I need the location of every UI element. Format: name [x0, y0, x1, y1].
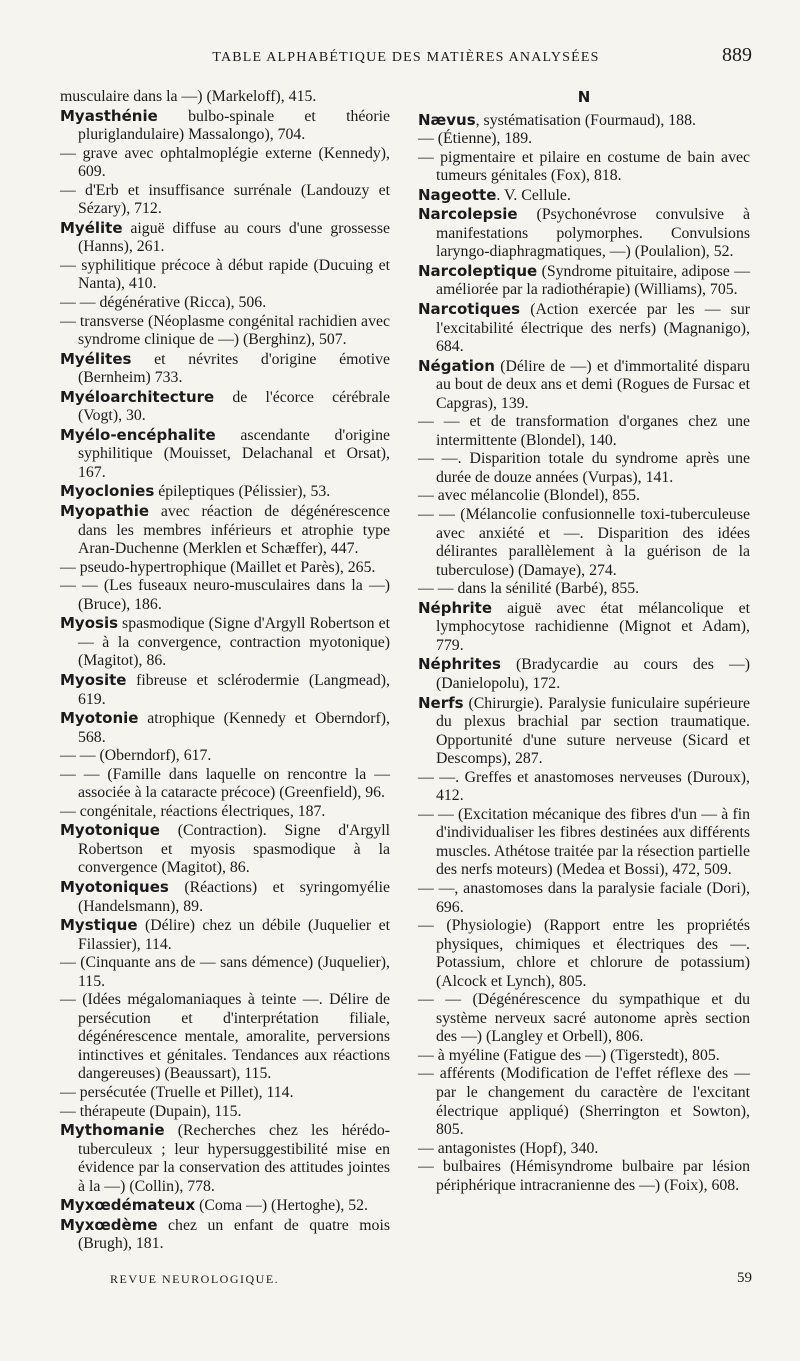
entry-text: et névrites d'origine émotive (Bernheim) 733.: [78, 350, 390, 387]
index-entry: [418, 111, 750, 131]
index-entry: [60, 257, 390, 294]
index-entry: [60, 878, 390, 916]
entry-text: — thérapeute (Dupain), 115.: [60, 1102, 242, 1120]
entry-headword: Myosis: [60, 614, 119, 633]
index-entry: [60, 559, 390, 578]
index-entry: [418, 1140, 750, 1159]
entry-text: . V. Cellule.: [496, 186, 571, 204]
index-entry: [418, 694, 750, 769]
entry-text: bulbo-spinale et théorie pluriglandulaire) Massalongo), 704.: [78, 107, 390, 144]
index-entry: [60, 614, 390, 671]
index-entry: [418, 487, 750, 506]
entry-text: — d'Erb et insuffisance surrénale (Landouzy et Sézary), 712.: [60, 181, 390, 218]
entry-text: épileptiques (Pélissier), 53.: [154, 483, 331, 501]
entry-text: musculaire dans la —) (Markeloff), 415.: [60, 88, 317, 105]
entry-text: — — (Mélancolie confusionnelle toxi-tuberculeuse avec anxiété et —. Disparition des idées délirantes parallèlement à la guérison de la tuberculose) (Damaye), 274.: [418, 506, 750, 579]
entry-text: (Action exercée par les — sur l'excitabilité électrique des nerfs) (Magnanigo), 684.: [436, 301, 750, 356]
index-entry: [418, 806, 750, 880]
entry-text: — (Cinquante ans de — sans démence) (Juquelier), 115.: [60, 954, 390, 990]
index-entry: [60, 954, 390, 991]
index-entry: [418, 149, 750, 186]
entry-headword: Myéloarchitecture: [60, 387, 215, 406]
entry-text: avec réaction de dégénérescence dans les membres inférieurs et atrophie type Aran-Duchenne (Merklen et Schæffer), 447.: [78, 503, 390, 558]
index-entry: [60, 219, 390, 257]
entry-text: — — (Les fuseaux neuro-musculaires dans la —) (Bruce), 186.: [60, 577, 390, 613]
entry-text: — (Étienne), 189.: [418, 130, 533, 148]
entry-text: — grave avec ophtalmoplégie externe (Kennedy), 609.: [60, 144, 390, 181]
entry-text: — —. Greffes et anastomoses nerveuses (Duroux), 412.: [418, 768, 750, 805]
index-entry: [60, 502, 390, 559]
index-entry: [60, 821, 390, 878]
index-entry: [60, 145, 390, 182]
entry-text: — persécutée (Truelle et Pillet), 114.: [60, 1083, 294, 1101]
left-column: [60, 88, 390, 1254]
index-entry: [418, 880, 750, 917]
entry-text: , systématisation (Fourmaud), 188.: [475, 111, 696, 129]
index-entry: [60, 1196, 390, 1216]
index-entry: [418, 205, 750, 262]
entry-text: — bulbaires (Hémisyndrome bulbaire par lésion périphérique intracranienne des —) (Foix), 608.: [418, 1158, 750, 1194]
entry-text: — pigmentaire et pilaire en costume de bain avec tumeurs génitales (Fox), 818.: [418, 148, 750, 185]
index-entry: [418, 262, 750, 300]
entry-headword: Mystique: [60, 916, 138, 935]
entry-text: — (Idées mégalomaniaques à teinte —. Délire de persécution et d'interprétation filiale, dégénérescence mentale, amoralite, perversions intinctives et génitales. Tendances aux réactions dangereuses) (Beaussart), 115.: [60, 991, 390, 1083]
entry-text: chez un enfant de quatre mois (Brugh), 181.: [78, 1216, 390, 1253]
index-entry: [60, 107, 390, 145]
index-entry: [418, 769, 750, 806]
page-number: 889: [722, 44, 752, 66]
index-entry: [60, 426, 390, 483]
section-letter: N: [577, 88, 591, 106]
index-entry: [60, 577, 390, 614]
entry-text: — avec mélancolie (Blondel), 855.: [418, 487, 640, 505]
index-entry: [60, 766, 390, 803]
entry-headword: Myotonie: [60, 709, 139, 728]
entry-headword: Néphrite: [418, 598, 493, 617]
entry-text: (Coma —) (Hertoghe), 52.: [195, 1197, 368, 1215]
entry-text: (Réactions) et syringomyélie (Handelsmann), 89.: [78, 878, 390, 915]
entry-text: atrophique (Kennedy et Oberndorf), 568.: [78, 710, 390, 746]
index-entry: [418, 580, 750, 599]
entry-text: — congénitale, réactions électriques, 187.: [60, 802, 326, 820]
index-entry: [418, 991, 750, 1047]
journal-name: REVUE NEUROLOGIQUE.: [110, 1272, 280, 1286]
entry-text: aiguë diffuse au cours d'une grossesse (Hanns), 261.: [78, 219, 390, 256]
index-entry: [418, 450, 750, 487]
right-column: [418, 88, 750, 1195]
entry-headword: Myxœdémateux: [60, 1196, 196, 1215]
index-entry: [418, 1065, 750, 1139]
entry-headword: Myélo-encéphalite: [60, 425, 216, 444]
entry-text: (Syndrome pituitaire, adipose — améliorée par la radiothérapie) (Williams), 705.: [436, 262, 750, 299]
index-entry: [418, 300, 750, 357]
index-entry: [60, 482, 390, 502]
entry-headword: Mythomanie: [60, 1121, 165, 1140]
entry-text: — — (Dégénérescence du sympathique et du système nerveux sacré autonome après section des —) (Langley et Orbell), 806.: [418, 991, 750, 1046]
entry-text: (Recherches chez les hérédo-tuberculeux ; leur hypersuggestibilité mise en évidence par la conservation des attitudes jointes à la —) (Collin), 778.: [78, 1122, 390, 1195]
index-entry: [60, 747, 390, 766]
entry-text: — — (Oberndorf), 617.: [60, 747, 212, 765]
index-entry: [418, 599, 750, 656]
index-entry: [418, 655, 750, 693]
entry-text: de l'écorce cérébrale (Vogt), 30.: [78, 388, 390, 425]
entry-text: — — (Famille dans laquelle on rencontre la — associée à la cataracte précoce) (Greenfield), 96.: [60, 765, 390, 802]
entry-text: (Contraction). Signe d'Argyll Robertson et myosis spasmodique à la convergence (Magitot), 86.: [78, 822, 390, 877]
entry-text: ascendante d'origine syphilitique (Mouisset, Delachanal et Orsat), 167.: [78, 426, 390, 481]
index-entry: [60, 88, 390, 107]
entry-text: — — (Excitation mécanique des fibres d'un — à fin d'individualiser les fibres destinées aux différents muscles. Athétose traitée par la résection partielle des nerfs moteurs) (Medea et Bossi), 472, 509.: [418, 805, 750, 879]
index-entry: [418, 130, 750, 149]
entry-text: (Délire) chez un débile (Juquelier et Filassier), 114.: [78, 917, 390, 953]
entry-text: — (Physiologie) (Rapport entre les propriétés physiques, chimiques et électriques des —. Potassium, chlore et chlorure de potassium) (Alcock et Lynch), 805.: [418, 917, 750, 990]
entry-text: aiguë avec état mélancolique et lymphocytose rachidienne (Mignot et Adam), 779.: [436, 599, 750, 654]
index-entry: [418, 1158, 750, 1195]
entry-headword: Narcolepsie: [418, 205, 518, 224]
entry-headword: Myopathie: [60, 502, 150, 521]
entry-headword: Myasthénie: [60, 106, 158, 125]
entry-text: — antagonistes (Hopf), 340.: [418, 1139, 599, 1157]
index-entry: [60, 1121, 390, 1196]
index-entry: [418, 413, 750, 450]
index-entry: [60, 350, 390, 388]
entry-text: — syphilitique précoce à début rapide (Ducuing et Nanta), 410.: [60, 256, 390, 293]
entry-text: (Chirurgie). Paralysie funiculaire supérieure du plexus brachial par section traumatique. Opportunité d'une suture nerveuse (Sicard et Descomps), 287.: [436, 694, 750, 768]
index-entry: [60, 1084, 390, 1103]
entry-text: — pseudo-hypertrophique (Maillet et Parès), 265.: [60, 558, 376, 576]
index-entry: [60, 1103, 390, 1122]
entry-headword: Narcotiques: [418, 300, 521, 319]
index-entry: [418, 186, 750, 206]
index-entry: [60, 991, 390, 1084]
entry-headword: Myxœdème: [60, 1215, 158, 1234]
entry-text: spasmodique (Signe d'Argyll Robertson et — à la convergence, contraction myotonique) (Magitot), 86.: [78, 615, 390, 670]
running-title: TABLE ALPHABÉTIQUE DES MATIÈRES ANALYSÉES: [212, 50, 600, 65]
entry-text: — —, anastomoses dans la paralysie faciale (Dori), 696.: [418, 879, 750, 916]
index-entry: [60, 182, 390, 219]
entry-text: — à myéline (Fatigue des —) (Tigerstedt), 805.: [418, 1046, 720, 1064]
index-entry: [418, 357, 750, 414]
index-entry: [418, 1047, 750, 1066]
index-entry: [60, 294, 390, 313]
sheet-number: 59: [737, 1270, 752, 1286]
index-entry: [60, 671, 390, 709]
entry-text: — — dans la sénilité (Barbé), 855.: [418, 580, 640, 598]
index-entry: [60, 709, 390, 747]
entry-headword: Nerfs: [418, 693, 464, 712]
entry-text: (Délire de —) et d'immortalité disparu au bout de deux ans et demi (Rogues de Fursac et Capgras), 139.: [436, 357, 750, 412]
entry-text: (Bradycardie au cours des —) (Danielopolu), 172.: [436, 656, 750, 692]
page-footer: [110, 1272, 752, 1292]
entry-text: — — dégénérative (Ricca), 506.: [60, 294, 267, 312]
index-entry: [60, 313, 390, 350]
entry-headword: Néphrites: [418, 655, 501, 674]
entry-headword: Négation: [418, 356, 495, 375]
entry-text: fibreuse et sclérodermie (Langmead), 619.: [78, 671, 390, 708]
index-entry: [418, 506, 750, 580]
index-entry: [60, 1216, 390, 1254]
entry-text: — — et de transformation d'organes chez une intermittente (Blondel), 140.: [418, 413, 750, 449]
index-entry: [60, 388, 390, 426]
entry-text: — afférents (Modification de l'effet réflexe des — par le changement du caractère de l'excitant électrique appliqué) (Sherrington et Sowton), 805.: [418, 1065, 750, 1139]
index-entry: [60, 803, 390, 822]
entry-headword: Narcoleptique: [418, 261, 538, 280]
entry-text: — transverse (Néoplasme congénital rachidien avec syndrome clinique de —) (Berghinz), 507.: [60, 312, 390, 349]
entry-text: — —. Disparition totale du syndrome après une durée de douze années (Vurpas), 141.: [418, 450, 750, 486]
index-entry: [60, 916, 390, 954]
entry-text: (Psychonévrose convulsive à manifestations polymorphes. Convulsions laryngo-diaphragmatiques, —) (Poulalion), 52.: [436, 206, 750, 261]
page-header: [60, 44, 752, 74]
index-entry: [418, 917, 750, 991]
entry-headword: Myélites: [60, 349, 132, 368]
entry-headword: Nageotte: [418, 185, 497, 204]
entry-headword: Myotoniques: [60, 877, 169, 896]
entry-headword: Myotonique: [60, 821, 160, 840]
entry-headword: Myoclonies: [60, 482, 155, 501]
entry-headword: Myosite: [60, 670, 127, 689]
entry-headword: Myélite: [60, 218, 123, 237]
entry-headword: Nævus: [418, 110, 476, 129]
